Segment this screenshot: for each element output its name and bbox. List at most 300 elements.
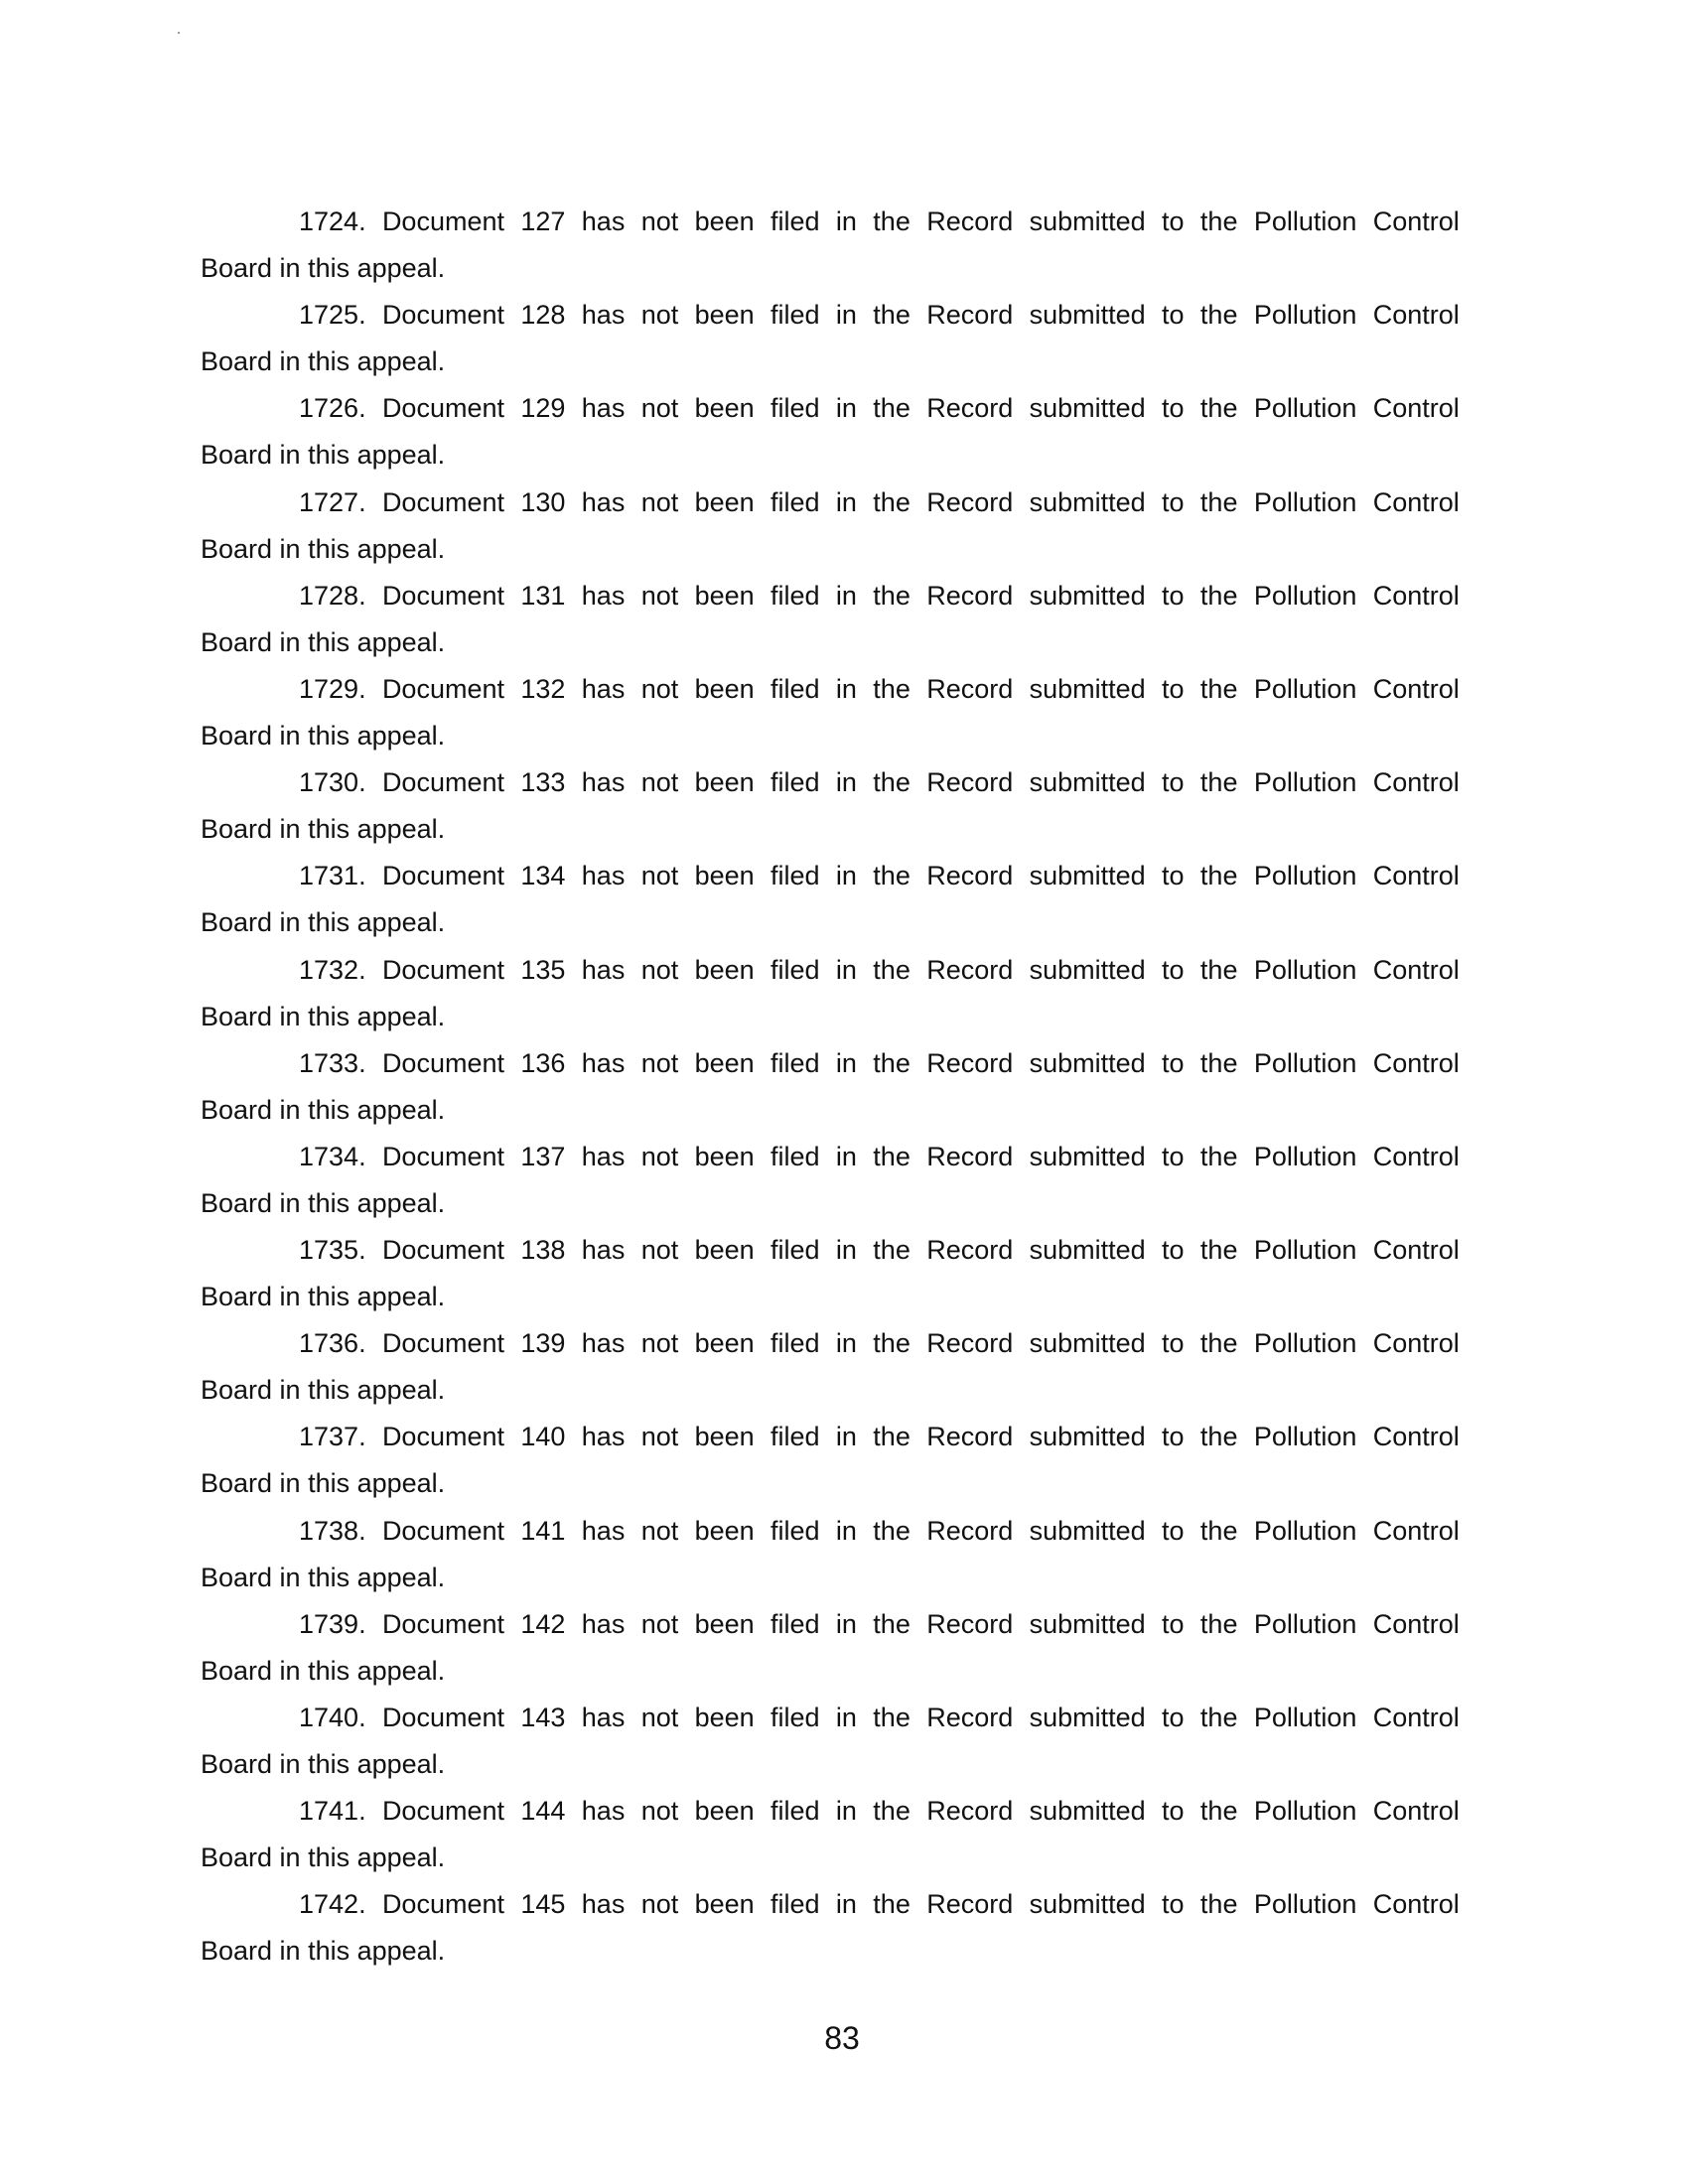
paragraph-word: not bbox=[640, 300, 679, 331]
paragraph-word: submitted bbox=[1029, 954, 1146, 985]
paragraph-word: Pollution bbox=[1253, 1141, 1357, 1171]
paragraph-word: the bbox=[1199, 1047, 1238, 1078]
paragraph bbox=[201, 666, 1460, 759]
paragraph-word: Record bbox=[926, 673, 1014, 704]
paragraph-first-line bbox=[201, 1320, 1460, 1367]
paragraph-first-line bbox=[201, 199, 1460, 245]
paragraph-continuation: Board in this appeal. bbox=[201, 533, 446, 564]
paragraph-word: filed bbox=[771, 1796, 820, 1827]
paragraph-number: 1732. bbox=[299, 954, 366, 985]
paragraph-word: Pollution bbox=[1253, 1422, 1357, 1452]
paragraph-word: in bbox=[835, 1328, 857, 1359]
paragraph-first-line bbox=[201, 1414, 1460, 1460]
paragraph-word: Record bbox=[926, 1889, 1014, 1920]
paragraph-word: in bbox=[835, 673, 857, 704]
paragraph-word: Document bbox=[381, 954, 504, 985]
paragraph-word: Control bbox=[1372, 767, 1460, 798]
paragraph-word: in bbox=[835, 1608, 857, 1639]
paragraph-continuation: Board in this appeal. bbox=[201, 720, 446, 751]
paragraph-first-line bbox=[201, 1040, 1460, 1087]
paragraph-word: Pollution bbox=[1253, 1235, 1357, 1266]
paragraph-word: in bbox=[835, 1889, 857, 1920]
paragraph-continuation: Board in this appeal. bbox=[201, 1749, 446, 1779]
paragraph-word: has bbox=[581, 861, 626, 891]
paragraph-word: submitted bbox=[1029, 1235, 1146, 1266]
paragraph-word: filed bbox=[771, 1141, 820, 1171]
paragraph-word: the bbox=[873, 673, 911, 704]
paragraph bbox=[201, 479, 1460, 573]
paragraph bbox=[201, 385, 1460, 478]
paragraph bbox=[201, 1414, 1460, 1507]
paragraph-word: Pollution bbox=[1253, 393, 1357, 424]
paragraph-word: in bbox=[835, 300, 857, 331]
paragraph-word: Document bbox=[381, 1889, 504, 1920]
paragraph-word: to bbox=[1162, 1047, 1185, 1078]
paragraph-word: Record bbox=[926, 1235, 1014, 1266]
paragraph-word: Control bbox=[1372, 1328, 1460, 1359]
paragraph-word: submitted bbox=[1029, 393, 1146, 424]
paragraph-word: in bbox=[835, 861, 857, 891]
paragraph-word: has bbox=[581, 206, 626, 236]
paragraph-word: submitted bbox=[1029, 1703, 1146, 1732]
document-number: 131 bbox=[520, 580, 566, 611]
paragraph-word: the bbox=[1199, 580, 1238, 611]
paragraph-word: Pollution bbox=[1253, 1889, 1357, 1920]
paragraph-number: 1739. bbox=[299, 1608, 366, 1639]
paragraph-word: Control bbox=[1372, 1608, 1460, 1639]
paragraph-word: been bbox=[694, 767, 755, 798]
paragraph-word: filed bbox=[771, 1328, 820, 1359]
paragraph bbox=[201, 1227, 1460, 1320]
paragraph-word: the bbox=[1199, 1141, 1238, 1171]
paragraph-word: Pollution bbox=[1253, 1796, 1357, 1827]
paragraph-number: 1731. bbox=[299, 861, 366, 891]
paragraph-word: Record bbox=[926, 1422, 1014, 1452]
paragraph-number: 1733. bbox=[299, 1047, 366, 1078]
paragraph-word: to bbox=[1162, 861, 1185, 891]
paragraph-word: not bbox=[640, 1608, 679, 1639]
paragraph-continuation: Board in this appeal. bbox=[201, 1936, 446, 1967]
paragraph-word: the bbox=[873, 767, 911, 798]
paragraph-word: filed bbox=[771, 861, 820, 891]
paragraph-word: been bbox=[694, 580, 755, 611]
paragraph-word: been bbox=[694, 1796, 755, 1827]
paragraph-word: the bbox=[873, 1047, 911, 1078]
paragraph-word: not bbox=[640, 1235, 679, 1266]
paragraph-first-line bbox=[201, 759, 1460, 806]
paragraph-word: submitted bbox=[1029, 1796, 1146, 1827]
document-number: 127 bbox=[520, 206, 566, 236]
paragraph-word: Pollution bbox=[1253, 1703, 1357, 1732]
document-number: 133 bbox=[520, 767, 566, 798]
paragraph-word: has bbox=[581, 1515, 626, 1546]
paragraph-word: the bbox=[1199, 1515, 1238, 1546]
paragraph-word: has bbox=[581, 580, 626, 611]
paragraph-word: Pollution bbox=[1253, 580, 1357, 611]
paragraph-continuation: Board in this appeal. bbox=[201, 253, 446, 283]
paragraph-word: has bbox=[581, 673, 626, 704]
paragraph-word: has bbox=[581, 1889, 626, 1920]
paragraph-word: has bbox=[581, 1235, 626, 1266]
paragraph-word: Document bbox=[381, 1235, 504, 1266]
paragraph-word: the bbox=[1199, 1328, 1238, 1359]
paragraph-first-line bbox=[201, 1227, 1460, 1274]
paragraph-number: 1728. bbox=[299, 580, 366, 611]
paragraph-word: the bbox=[1199, 486, 1238, 517]
paragraph-word: Pollution bbox=[1253, 1515, 1357, 1546]
document-number: 129 bbox=[520, 393, 566, 424]
paragraph-word: Document bbox=[381, 580, 504, 611]
paragraph bbox=[201, 199, 1460, 292]
paragraph-word: submitted bbox=[1029, 861, 1146, 891]
paragraph-word: been bbox=[694, 1703, 755, 1732]
paragraph-word: to bbox=[1162, 1703, 1185, 1732]
paragraph-word: in bbox=[835, 1047, 857, 1078]
paragraph-word: filed bbox=[771, 1047, 820, 1078]
paragraph-continuation: Board in this appeal. bbox=[201, 814, 446, 845]
paragraph-first-line bbox=[201, 1134, 1460, 1180]
paragraph-word: been bbox=[694, 1047, 755, 1078]
paragraph-word: Control bbox=[1372, 954, 1460, 985]
paragraph-word: in bbox=[835, 767, 857, 798]
paragraph-first-line bbox=[201, 1788, 1460, 1835]
paragraph-word: been bbox=[694, 1515, 755, 1546]
paragraph-word: Document bbox=[381, 300, 504, 331]
paragraph-word: Document bbox=[381, 206, 504, 236]
paragraph-word: not bbox=[640, 1515, 679, 1546]
paragraph-word: not bbox=[640, 486, 679, 517]
paragraph-continuation: Board in this appeal. bbox=[201, 907, 446, 938]
paragraph-word: Record bbox=[926, 1515, 1014, 1546]
paragraph-number: 1737. bbox=[299, 1422, 366, 1452]
paragraph-word: the bbox=[1199, 1703, 1238, 1732]
paragraph-word: Record bbox=[926, 954, 1014, 985]
paragraph-word: the bbox=[873, 1796, 911, 1827]
paragraph bbox=[201, 853, 1460, 946]
paragraph-word: has bbox=[581, 1047, 626, 1078]
paragraph-word: Document bbox=[381, 486, 504, 517]
paragraph-word: the bbox=[873, 1515, 911, 1546]
document-number: 142 bbox=[520, 1608, 566, 1639]
paragraph-word: not bbox=[640, 954, 679, 985]
paragraph-word: not bbox=[640, 673, 679, 704]
paragraph-word: the bbox=[1199, 954, 1238, 985]
paragraph-first-line bbox=[201, 385, 1460, 432]
paragraph-continuation: Board in this appeal. bbox=[201, 1562, 446, 1592]
paragraph-word: Control bbox=[1372, 1047, 1460, 1078]
paragraph-word: Record bbox=[926, 1608, 1014, 1639]
paragraph-continuation: Board in this appeal. bbox=[201, 440, 446, 471]
paragraph-word: Record bbox=[926, 206, 1014, 236]
paragraph-word: the bbox=[873, 206, 911, 236]
paragraph-number: 1736. bbox=[299, 1328, 366, 1359]
paragraph-word: Control bbox=[1372, 1515, 1460, 1546]
paragraph-word: been bbox=[694, 1328, 755, 1359]
paragraph-word: submitted bbox=[1029, 1328, 1146, 1359]
paragraph-word: the bbox=[873, 1141, 911, 1171]
paragraph-word: to bbox=[1162, 486, 1185, 517]
paragraph-word: Document bbox=[381, 1328, 504, 1359]
paragraph bbox=[201, 947, 1460, 1040]
paragraph-word: the bbox=[1199, 1422, 1238, 1452]
paragraph-word: been bbox=[694, 1608, 755, 1639]
paragraph bbox=[201, 573, 1460, 666]
document-number: 136 bbox=[520, 1047, 566, 1078]
paragraph bbox=[201, 1040, 1460, 1134]
paragraph-continuation: Board in this appeal. bbox=[201, 1468, 446, 1499]
paragraph-word: filed bbox=[771, 767, 820, 798]
document-number: 132 bbox=[520, 673, 566, 704]
paragraph-word: filed bbox=[771, 206, 820, 236]
paragraph-word: not bbox=[640, 580, 679, 611]
paragraph-word: Record bbox=[926, 393, 1014, 424]
paragraph-word: the bbox=[873, 861, 911, 891]
document-number: 140 bbox=[520, 1422, 566, 1452]
paragraph-word: the bbox=[1199, 1889, 1238, 1920]
scan-speck bbox=[178, 32, 180, 34]
paragraph-word: the bbox=[1199, 861, 1238, 891]
paragraph-continuation: Board in this appeal. bbox=[201, 1655, 446, 1686]
paragraph bbox=[201, 292, 1460, 385]
document-number: 141 bbox=[520, 1515, 566, 1546]
paragraph-word: Record bbox=[926, 1047, 1014, 1078]
paragraph-word: the bbox=[873, 1608, 911, 1639]
paragraph-word: to bbox=[1162, 673, 1185, 704]
paragraph-word: submitted bbox=[1029, 1608, 1146, 1639]
paragraph-word: the bbox=[873, 1889, 911, 1920]
paragraph-word: in bbox=[835, 1796, 857, 1827]
paragraph-word: Control bbox=[1372, 580, 1460, 611]
paragraph-word: Document bbox=[381, 861, 504, 891]
paragraph-word: submitted bbox=[1029, 486, 1146, 517]
paragraph-word: not bbox=[640, 767, 679, 798]
paragraph-word: Control bbox=[1372, 1889, 1460, 1920]
document-number: 130 bbox=[520, 486, 566, 517]
paragraph-continuation: Board in this appeal. bbox=[201, 1187, 446, 1218]
paragraph-word: Control bbox=[1372, 1141, 1460, 1171]
paragraph-number: 1740. bbox=[299, 1703, 366, 1732]
paragraph-word: has bbox=[581, 767, 626, 798]
paragraph-word: submitted bbox=[1029, 1422, 1146, 1452]
paragraph-word: the bbox=[873, 393, 911, 424]
paragraph-word: Record bbox=[926, 300, 1014, 331]
paragraph-word: to bbox=[1162, 954, 1185, 985]
paragraph-word: Record bbox=[926, 1328, 1014, 1359]
paragraph-word: Document bbox=[381, 1796, 504, 1827]
paragraph-word: Pollution bbox=[1253, 206, 1357, 236]
paragraph-word: not bbox=[640, 393, 679, 424]
paragraph-word: Document bbox=[381, 1422, 504, 1452]
paragraph-word: in bbox=[835, 486, 857, 517]
paragraph-word: been bbox=[694, 1141, 755, 1171]
paragraph-word: filed bbox=[771, 580, 820, 611]
paragraph-word: the bbox=[873, 580, 911, 611]
paragraph-first-line bbox=[201, 1508, 1460, 1555]
paragraph-word: the bbox=[1199, 300, 1238, 331]
paragraph-word: Document bbox=[381, 1141, 504, 1171]
paragraph-word: the bbox=[1199, 1608, 1238, 1639]
paragraph-number: 1734. bbox=[299, 1141, 366, 1171]
paragraph bbox=[201, 1788, 1460, 1881]
paragraph-word: not bbox=[640, 1328, 679, 1359]
paragraph-number: 1742. bbox=[299, 1889, 366, 1920]
paragraph-word: has bbox=[581, 1422, 626, 1452]
paragraph-word: the bbox=[1199, 206, 1238, 236]
paragraph bbox=[201, 1601, 1460, 1695]
paragraph-word: has bbox=[581, 300, 626, 331]
paragraph-word: the bbox=[873, 1328, 911, 1359]
paragraph-number: 1741. bbox=[299, 1796, 366, 1827]
paragraph-word: Control bbox=[1372, 206, 1460, 236]
paragraph-word: Control bbox=[1372, 861, 1460, 891]
paragraph-word: the bbox=[873, 1235, 911, 1266]
paragraph-word: to bbox=[1162, 393, 1185, 424]
paragraph-number: 1735. bbox=[299, 1235, 366, 1266]
paragraph-word: submitted bbox=[1029, 673, 1146, 704]
paragraph bbox=[201, 1695, 1460, 1788]
paragraph-word: Document bbox=[381, 767, 504, 798]
document-number: 128 bbox=[520, 300, 566, 331]
paragraph-word: Record bbox=[926, 1703, 1014, 1732]
paragraph-word: submitted bbox=[1029, 1889, 1146, 1920]
paragraph-first-line bbox=[201, 292, 1460, 339]
paragraph-word: has bbox=[581, 1796, 626, 1827]
paragraph-word: not bbox=[640, 1889, 679, 1920]
paragraph-word: the bbox=[873, 1703, 911, 1732]
paragraph-word: in bbox=[835, 393, 857, 424]
paragraph-number: 1730. bbox=[299, 767, 366, 798]
paragraph-word: to bbox=[1162, 767, 1185, 798]
paragraph-word: has bbox=[581, 1608, 626, 1639]
paragraph-continuation: Board in this appeal. bbox=[201, 1843, 446, 1873]
paragraph-word: to bbox=[1162, 1889, 1185, 1920]
paragraph-word: the bbox=[1199, 767, 1238, 798]
paragraph-word: Control bbox=[1372, 1703, 1460, 1732]
paragraph-first-line bbox=[201, 947, 1460, 994]
paragraph-number: 1725. bbox=[299, 300, 366, 331]
paragraph-first-line bbox=[201, 1881, 1460, 1928]
paragraph-continuation: Board in this appeal. bbox=[201, 1375, 446, 1406]
paragraph-word: filed bbox=[771, 486, 820, 517]
paragraph-first-line bbox=[201, 573, 1460, 619]
paragraph-word: Control bbox=[1372, 1235, 1460, 1266]
paragraph-word: submitted bbox=[1029, 767, 1146, 798]
paragraph-first-line bbox=[201, 479, 1460, 526]
paragraph-word: Pollution bbox=[1253, 861, 1357, 891]
paragraph-word: Control bbox=[1372, 393, 1460, 424]
paragraph-word: been bbox=[694, 1235, 755, 1266]
paragraph-word: been bbox=[694, 393, 755, 424]
paragraph-word: in bbox=[835, 954, 857, 985]
paragraph bbox=[201, 1508, 1460, 1601]
paragraph-word: Pollution bbox=[1253, 767, 1357, 798]
paragraph-word: submitted bbox=[1029, 206, 1146, 236]
paragraph-word: not bbox=[640, 1047, 679, 1078]
paragraph-word: filed bbox=[771, 300, 820, 331]
paragraph-word: the bbox=[1199, 1796, 1238, 1827]
paragraph-word: submitted bbox=[1029, 1141, 1146, 1171]
paragraph-word: Record bbox=[926, 580, 1014, 611]
paragraph-word: in bbox=[835, 580, 857, 611]
paragraph-word: the bbox=[873, 1422, 911, 1452]
paragraph-word: not bbox=[640, 1703, 679, 1732]
paragraph-word: in bbox=[835, 1422, 857, 1452]
paragraph-word: been bbox=[694, 954, 755, 985]
paragraph-list bbox=[201, 199, 1460, 1976]
paragraph-continuation: Board in this appeal. bbox=[201, 1094, 446, 1125]
paragraph-word: filed bbox=[771, 673, 820, 704]
paragraph-word: has bbox=[581, 954, 626, 985]
paragraph-word: Control bbox=[1372, 1422, 1460, 1452]
paragraph-word: in bbox=[835, 1235, 857, 1266]
paragraph-word: Record bbox=[926, 861, 1014, 891]
paragraph-word: has bbox=[581, 1141, 626, 1171]
paragraph-word: to bbox=[1162, 1235, 1185, 1266]
paragraph-word: Pollution bbox=[1253, 1328, 1357, 1359]
paragraph-word: been bbox=[694, 206, 755, 236]
paragraph-word: the bbox=[873, 486, 911, 517]
paragraph-word: not bbox=[640, 1796, 679, 1827]
paragraph-word: to bbox=[1162, 300, 1185, 331]
paragraph-word: been bbox=[694, 1889, 755, 1920]
paragraph-word: Document bbox=[381, 1703, 504, 1732]
paragraph-word: filed bbox=[771, 954, 820, 985]
paragraph-word: to bbox=[1162, 1796, 1185, 1827]
paragraph-word: been bbox=[694, 486, 755, 517]
document-number: 137 bbox=[520, 1141, 566, 1171]
paragraph-word: submitted bbox=[1029, 1047, 1146, 1078]
paragraph-word: filed bbox=[771, 1422, 820, 1452]
paragraph-continuation: Board in this appeal. bbox=[201, 346, 446, 377]
paragraph-word: the bbox=[1199, 393, 1238, 424]
paragraph-word: not bbox=[640, 861, 679, 891]
paragraph-word: Control bbox=[1372, 486, 1460, 517]
paragraph-word: in bbox=[835, 1515, 857, 1546]
paragraph-word: the bbox=[873, 954, 911, 985]
paragraph-word: filed bbox=[771, 1515, 820, 1546]
paragraph-word: Pollution bbox=[1253, 1608, 1357, 1639]
document-number: 138 bbox=[520, 1235, 566, 1266]
paragraph-word: filed bbox=[771, 1889, 820, 1920]
document-number: 134 bbox=[520, 861, 566, 891]
paragraph-first-line bbox=[201, 853, 1460, 899]
paragraph-word: Document bbox=[381, 393, 504, 424]
paragraph-word: in bbox=[835, 1703, 857, 1732]
document-number: 139 bbox=[520, 1328, 566, 1359]
paragraph-word: has bbox=[581, 1328, 626, 1359]
paragraph-number: 1724. bbox=[299, 206, 366, 236]
paragraph-word: to bbox=[1162, 1608, 1185, 1639]
paragraph-number: 1729. bbox=[299, 673, 366, 704]
paragraph-word: been bbox=[694, 861, 755, 891]
paragraph-word: filed bbox=[771, 1703, 820, 1732]
paragraph-word: Control bbox=[1372, 1796, 1460, 1827]
paragraph-continuation: Board in this appeal. bbox=[201, 626, 446, 657]
paragraph bbox=[201, 1320, 1460, 1414]
paragraph-word: filed bbox=[771, 393, 820, 424]
paragraph bbox=[201, 759, 1460, 853]
paragraph-word: not bbox=[640, 1422, 679, 1452]
paragraph-word: Pollution bbox=[1253, 486, 1357, 517]
paragraph bbox=[201, 1881, 1460, 1975]
paragraph-word: submitted bbox=[1029, 1515, 1146, 1546]
paragraph-word: to bbox=[1162, 580, 1185, 611]
paragraph-word: Document bbox=[381, 1608, 504, 1639]
paragraph-word: been bbox=[694, 673, 755, 704]
paragraph-word: Record bbox=[926, 486, 1014, 517]
paragraph-word: in bbox=[835, 1141, 857, 1171]
paragraph-word: submitted bbox=[1029, 580, 1146, 611]
